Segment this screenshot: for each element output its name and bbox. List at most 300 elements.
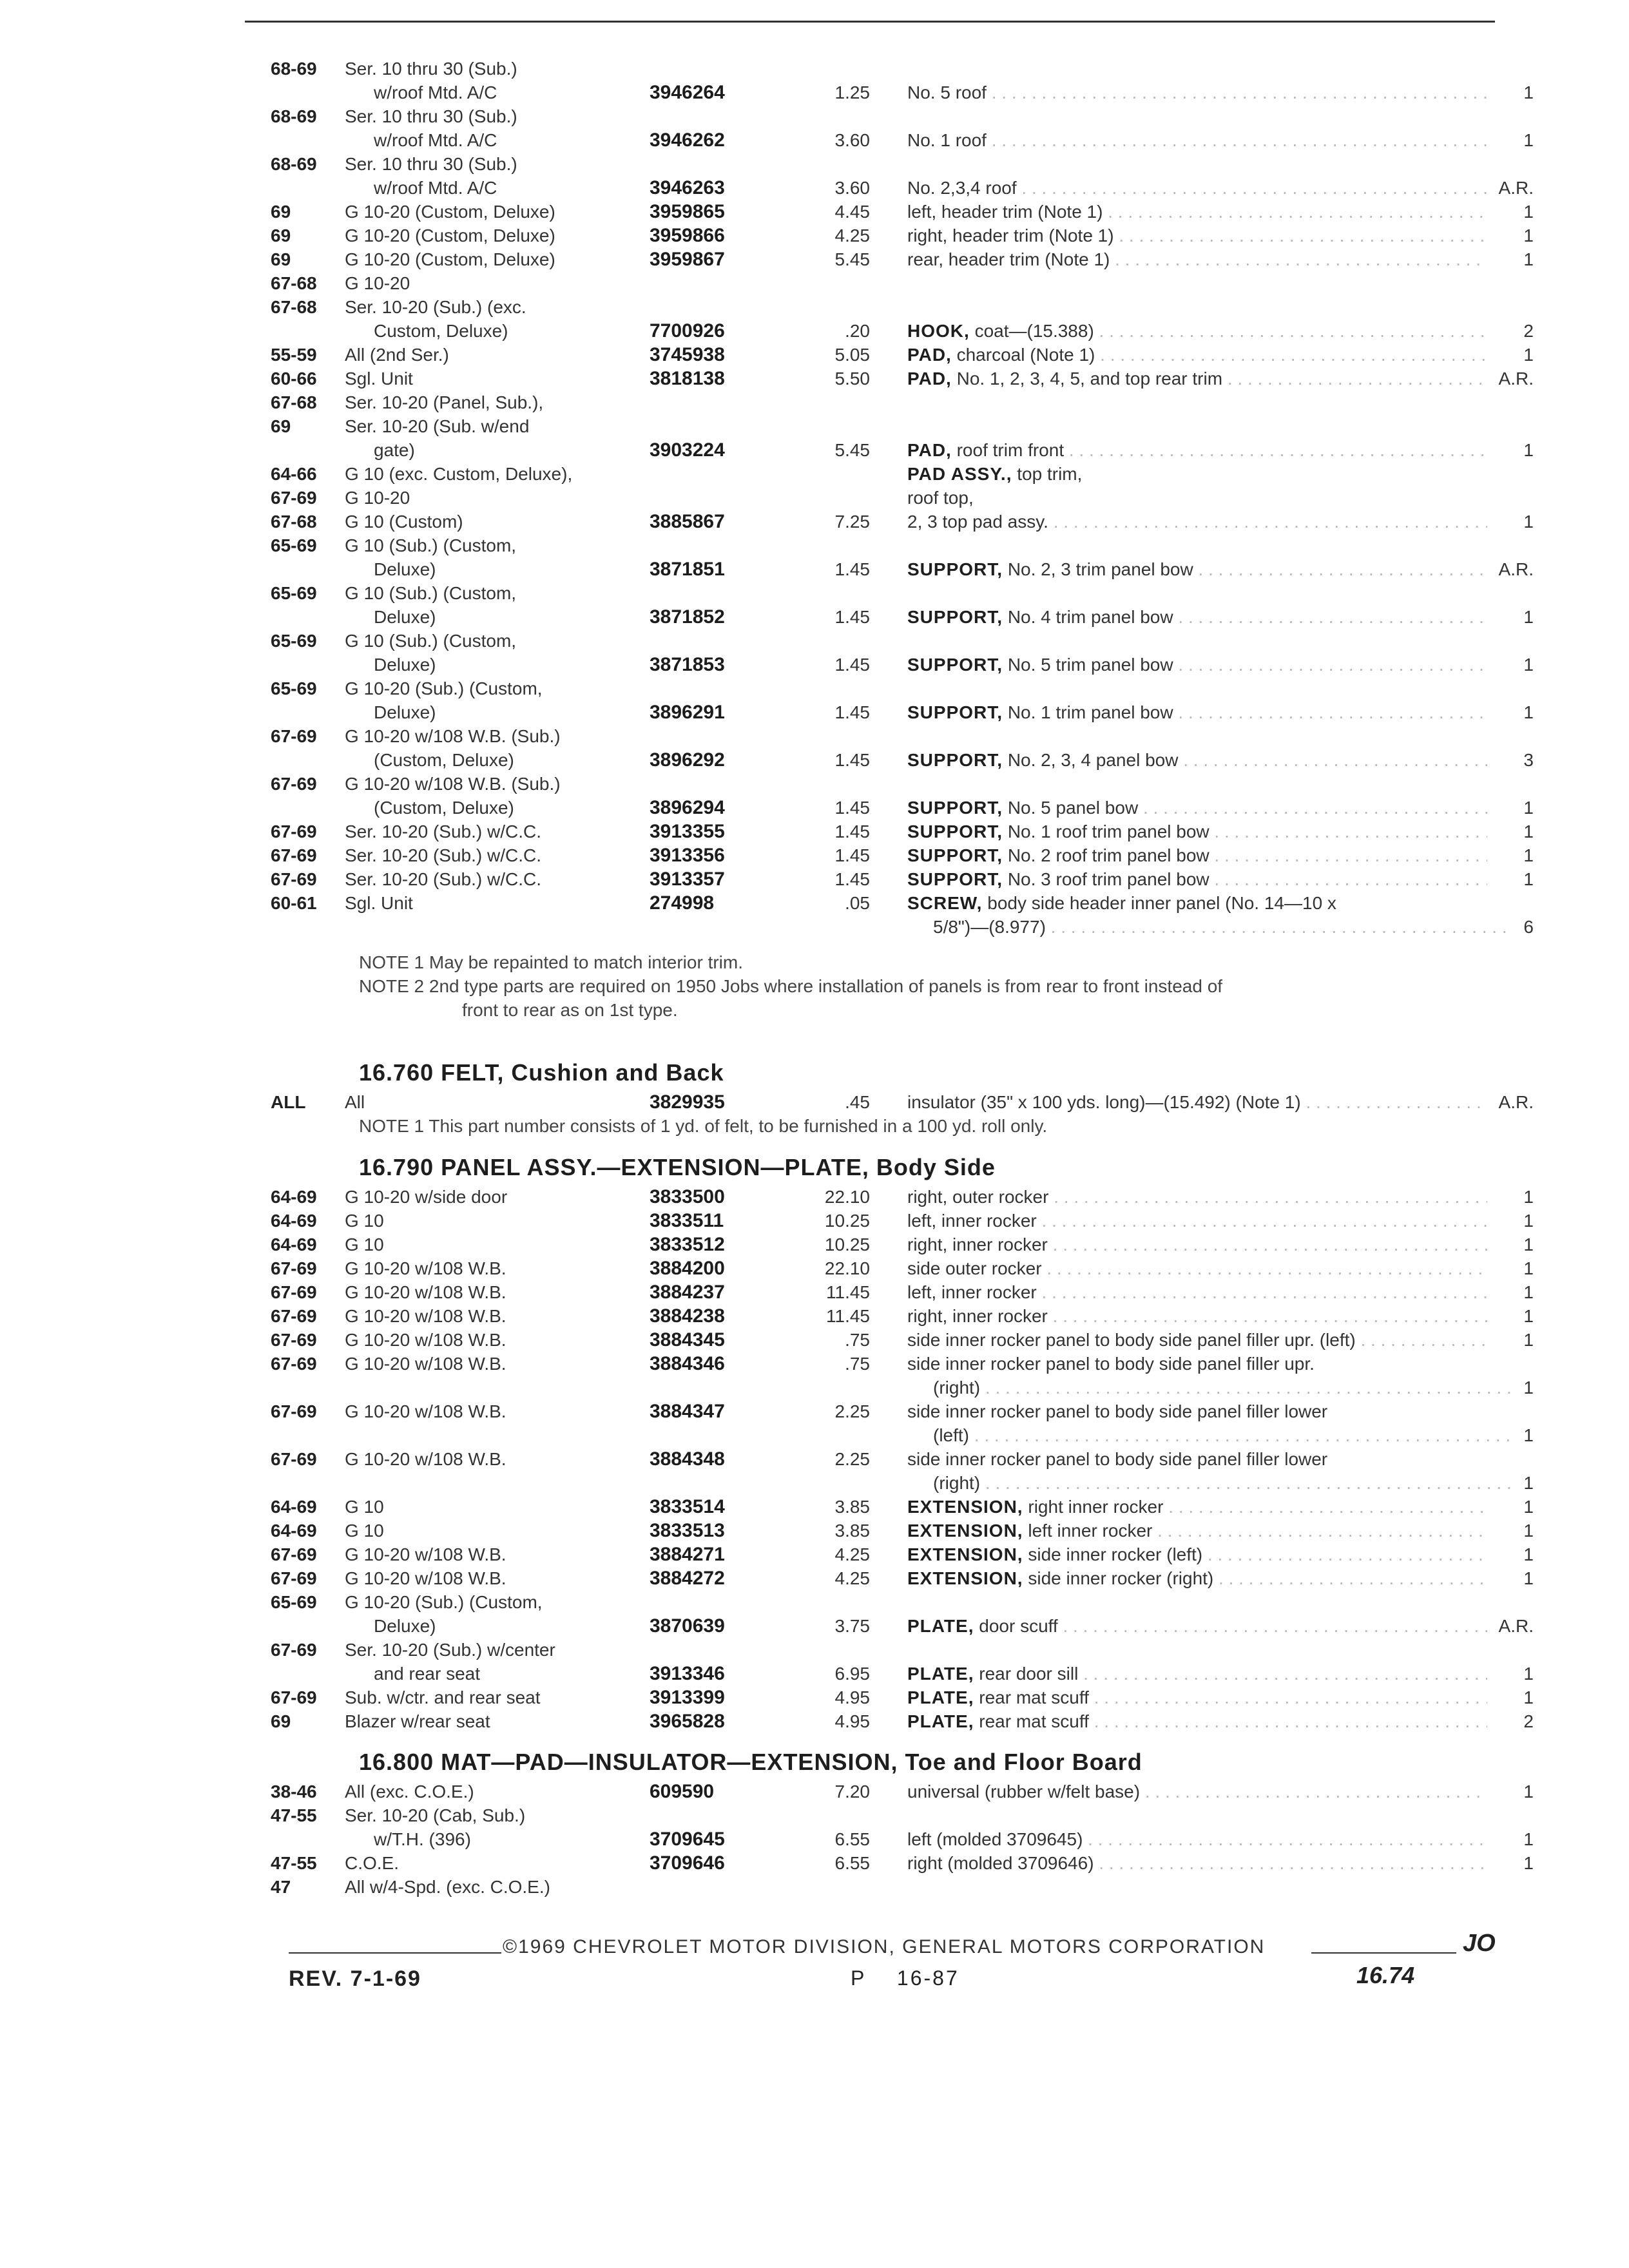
part-description-text: rear mat scuff xyxy=(979,1711,1089,1731)
table-row xyxy=(0,57,1629,81)
table-row xyxy=(0,700,1629,724)
part-name: PLATE, xyxy=(907,1711,974,1731)
quantity: A.R. xyxy=(1498,369,1534,389)
model-year: 67-69 xyxy=(271,1354,317,1374)
model-year: 64-69 xyxy=(271,1497,317,1517)
table-row xyxy=(0,200,1629,224)
part-description xyxy=(907,820,1487,843)
table-row xyxy=(0,796,1629,820)
list-price: .75 xyxy=(845,1330,870,1350)
part-number: 3884346 xyxy=(650,1353,725,1374)
part-description-text: roof trim front xyxy=(956,440,1065,460)
model-year: 67-69 xyxy=(271,1640,317,1660)
model-description: Sub. w/ctr. and rear seat xyxy=(345,1687,541,1707)
model-year: 67-69 xyxy=(271,869,317,889)
table-row xyxy=(0,1686,1629,1709)
list-price: 4.25 xyxy=(834,1568,870,1588)
part-name: EXTENSION, xyxy=(907,1544,1023,1564)
model-description: G 10-20 xyxy=(345,488,410,508)
part-number: 3913399 xyxy=(650,1687,725,1708)
model-description: Ser. 10 thru 30 (Sub.) xyxy=(345,154,517,174)
model-description: G 10 xyxy=(345,1211,384,1231)
top-rule xyxy=(245,21,1495,23)
part-name: SUPPORT, xyxy=(907,559,1003,579)
quantity: A.R. xyxy=(1498,178,1534,198)
part-description xyxy=(907,486,1487,510)
model-description: G 10-20 (Sub.) (Custom, xyxy=(345,1592,543,1612)
model-description: C.O.E. xyxy=(345,1853,400,1873)
part-description xyxy=(907,867,1487,891)
quantity: 1 xyxy=(1523,1211,1534,1231)
part-description-text: No. 2, 3 trim panel bow xyxy=(1007,559,1193,579)
list-price: 1.25 xyxy=(834,82,870,102)
part-description-text: No. 5 panel bow xyxy=(1007,798,1139,818)
table-row xyxy=(0,1209,1629,1233)
model-description-continued: and rear seat xyxy=(374,1664,480,1684)
table-row xyxy=(0,1423,1629,1447)
table-row xyxy=(0,1304,1629,1328)
list-price: 1.45 xyxy=(834,655,870,675)
model-description: Ser. 10 thru 30 (Sub.) xyxy=(345,59,517,79)
quantity: 1 xyxy=(1523,512,1534,532)
list-price: 7.20 xyxy=(834,1782,870,1802)
table-row xyxy=(0,1328,1629,1352)
part-description-text: No. 1 trim panel bow xyxy=(1007,702,1173,722)
part-description-text: side outer rocker xyxy=(907,1258,1042,1278)
quantity: 1 xyxy=(1523,202,1534,222)
list-price: 2.25 xyxy=(834,1401,870,1421)
part-number: 3884348 xyxy=(650,1448,725,1470)
part-description xyxy=(907,128,1487,152)
part-description xyxy=(907,224,1487,247)
part-name: EXTENSION, xyxy=(907,1521,1023,1541)
part-name: SUPPORT, xyxy=(907,798,1003,818)
model-description-continued: w/roof Mtd. A/C xyxy=(374,82,497,102)
model-year: 67-68 xyxy=(271,297,317,317)
part-description xyxy=(907,843,1487,867)
list-price: 4.45 xyxy=(834,202,870,222)
model-description: G 10-20 w/108 W.B. xyxy=(345,1449,506,1469)
list-price: 4.95 xyxy=(834,1711,870,1731)
quantity: 2 xyxy=(1523,321,1534,341)
quantity: 1 xyxy=(1523,1497,1534,1517)
table-row xyxy=(0,1590,1629,1614)
table-row xyxy=(0,581,1629,605)
table-row xyxy=(0,438,1629,462)
part-description xyxy=(907,1423,1513,1447)
table-row xyxy=(0,343,1629,367)
part-number: 3946264 xyxy=(650,82,725,103)
table-row xyxy=(0,605,1629,629)
part-number: 3884272 xyxy=(650,1568,725,1589)
part-number: 3913346 xyxy=(650,1663,725,1684)
part-description xyxy=(907,462,1487,486)
model-description: G 10-20 w/108 W.B. xyxy=(345,1282,506,1302)
part-description xyxy=(907,1447,1487,1471)
part-number: 3884271 xyxy=(650,1544,725,1565)
list-price: 11.45 xyxy=(826,1282,870,1302)
section-pad-support xyxy=(0,57,1629,1022)
part-description xyxy=(907,438,1487,462)
part-description xyxy=(907,1280,1487,1304)
part-number: 3833513 xyxy=(650,1520,725,1541)
part-description xyxy=(907,653,1487,677)
table-row xyxy=(0,1399,1629,1423)
table-row xyxy=(0,1709,1629,1733)
model-description: G 10 (exc. Custom, Deluxe), xyxy=(345,464,573,484)
quantity: 1 xyxy=(1523,869,1534,889)
table-row xyxy=(0,1495,1629,1519)
part-name: SUPPORT, xyxy=(907,869,1003,889)
part-number: 3871853 xyxy=(650,654,725,675)
list-price: 1.45 xyxy=(834,607,870,627)
part-number: 3959866 xyxy=(650,225,725,246)
part-description xyxy=(907,1352,1487,1376)
model-year: 67-69 xyxy=(271,1282,317,1302)
part-number: 3884347 xyxy=(650,1401,725,1422)
part-description xyxy=(907,1471,1513,1495)
parts-table xyxy=(0,1185,1629,1733)
part-description-text: side inner rocker panel to body side panel filler upr. (left) xyxy=(907,1330,1356,1350)
quantity: A.R. xyxy=(1498,559,1534,579)
table-row xyxy=(0,748,1629,772)
quantity: 1 xyxy=(1523,1378,1534,1398)
part-description-text: universal (rubber w/felt base) xyxy=(907,1782,1141,1802)
model-year: 67-69 xyxy=(271,1330,317,1350)
revision-date: REV. 7-1-69 xyxy=(289,1966,421,1991)
model-year: 67-69 xyxy=(271,488,317,508)
part-description xyxy=(907,1662,1487,1686)
part-description-text: No. 1, 2, 3, 4, 5, and top rear trim xyxy=(956,369,1223,389)
part-name: PLATE, xyxy=(907,1616,974,1636)
model-description: Ser. 10 thru 30 (Sub.) xyxy=(345,106,517,126)
part-number: 3833511 xyxy=(650,1210,724,1231)
table-row xyxy=(0,1827,1629,1851)
footnote: NOTE 1 This part number consists of 1 yd. of felt, to be furnished in a 100 yd. roll only. xyxy=(359,1116,1048,1136)
page-number xyxy=(851,1966,959,1990)
part-description xyxy=(907,176,1487,200)
model-year: 64-66 xyxy=(271,464,317,484)
table-row xyxy=(0,1662,1629,1686)
part-description xyxy=(907,557,1487,581)
table-row xyxy=(0,176,1629,200)
model-year: 69 xyxy=(271,249,291,269)
part-number: 3833514 xyxy=(650,1496,725,1517)
footnote: NOTE 2 2nd type parts are required on 1950 Jobs where installation of panels is from rear to front instead of xyxy=(359,976,1223,996)
page-number-value: 16-87 xyxy=(896,1966,959,1990)
section-mat-pad xyxy=(0,1745,1629,1899)
model-description-continued: Deluxe) xyxy=(374,1616,436,1636)
part-description-text: (left) xyxy=(933,1425,969,1445)
model-description: Ser. 10-20 (Sub.) w/center xyxy=(345,1640,555,1660)
part-name: SCREW, xyxy=(907,893,983,913)
table-row xyxy=(0,104,1629,128)
quantity: 1 xyxy=(1523,1235,1534,1254)
footer-copyright: ©1969 CHEVROLET MOTOR DIVISION, GENERAL MOTORS CORPORATION xyxy=(503,1936,1266,1957)
part-number: 3829935 xyxy=(650,1091,725,1113)
corner-mark: JO xyxy=(1463,1930,1496,1957)
model-year: 69 xyxy=(271,416,291,436)
part-description xyxy=(907,1709,1487,1733)
part-description-text: left inner rocker xyxy=(1028,1521,1153,1541)
part-description xyxy=(907,1399,1487,1423)
model-year: 47 xyxy=(271,1877,291,1897)
part-name: PLATE, xyxy=(907,1687,974,1707)
model-year: 69 xyxy=(271,226,291,245)
part-name: EXTENSION, xyxy=(907,1497,1023,1517)
part-description xyxy=(907,1256,1487,1280)
list-price: 3.85 xyxy=(834,1521,870,1541)
model-year: 64-69 xyxy=(271,1521,317,1541)
model-description: All (2nd Ser.) xyxy=(345,345,449,365)
part-description-text: side inner rocker (right) xyxy=(1028,1568,1214,1588)
section-heading: 16.790 PANEL ASSY.—EXTENSION—PLATE, Body Side xyxy=(359,1154,996,1180)
part-description-text: side inner rocker panel to body side panel filler lower xyxy=(907,1401,1328,1421)
model-description: Sgl. Unit xyxy=(345,893,413,913)
list-price: 6.95 xyxy=(834,1664,870,1684)
part-name: PAD, xyxy=(907,369,952,389)
table-row xyxy=(0,915,1629,939)
quantity: 1 xyxy=(1523,822,1534,841)
table-row xyxy=(0,1447,1629,1471)
model-description-continued: Deluxe) xyxy=(374,559,436,579)
table-row xyxy=(0,1376,1629,1399)
quantity: 1 xyxy=(1523,1829,1534,1849)
quantity: A.R. xyxy=(1498,1616,1534,1636)
quantity: 1 xyxy=(1523,1521,1534,1541)
list-price: 3.60 xyxy=(834,178,870,198)
part-description-text: side inner rocker panel to body side panel filler upr. xyxy=(907,1354,1315,1374)
part-description-text: left, inner rocker xyxy=(907,1211,1037,1231)
notes-block xyxy=(0,1114,1629,1138)
part-description-text: left, inner rocker xyxy=(907,1282,1037,1302)
part-description xyxy=(907,1780,1487,1803)
table-row xyxy=(0,510,1629,533)
part-description xyxy=(907,1376,1513,1399)
quantity: 1 xyxy=(1523,1782,1534,1802)
model-description: Ser. 10-20 (Sub. w/end xyxy=(345,416,530,436)
model-description: Ser. 10-20 (Panel, Sub.), xyxy=(345,392,544,412)
model-description: Ser. 10-20 (Sub.) (exc. xyxy=(345,297,526,317)
part-name: PAD ASSY., xyxy=(907,464,1012,484)
table-row xyxy=(0,247,1629,271)
model-description: All (exc. C.O.E.) xyxy=(345,1782,474,1802)
part-name: SUPPORT, xyxy=(907,655,1003,675)
quantity: 1 xyxy=(1523,1853,1534,1873)
quantity: 1 xyxy=(1523,702,1534,722)
table-row xyxy=(0,867,1629,891)
model-description: G 10-20 w/108 W.B. xyxy=(345,1306,506,1326)
model-description-continued: w/roof Mtd. A/C xyxy=(374,130,497,150)
model-description: All xyxy=(345,1092,365,1112)
table-row xyxy=(0,629,1629,653)
model-description-continued: gate) xyxy=(374,440,415,460)
table-row xyxy=(0,677,1629,700)
table-row xyxy=(0,1638,1629,1662)
quantity: 1 xyxy=(1523,440,1534,460)
table-row xyxy=(0,1233,1629,1256)
part-description xyxy=(907,367,1487,390)
model-description-continued: Deluxe) xyxy=(374,655,436,675)
list-price: 3.85 xyxy=(834,1497,870,1517)
section-felt xyxy=(0,1055,1629,1138)
part-name: SUPPORT, xyxy=(907,845,1003,865)
part-number: 3870639 xyxy=(650,1615,725,1637)
list-price: 5.50 xyxy=(834,369,870,389)
part-description xyxy=(907,605,1487,629)
part-description xyxy=(907,1495,1487,1519)
quantity: 1 xyxy=(1523,1306,1534,1326)
list-price: 11.45 xyxy=(826,1306,870,1326)
table-row xyxy=(0,1256,1629,1280)
model-description: G 10 xyxy=(345,1497,384,1517)
quantity: 2 xyxy=(1523,1711,1534,1731)
list-price: 6.55 xyxy=(834,1829,870,1849)
table-row xyxy=(0,724,1629,748)
part-description xyxy=(907,796,1487,820)
table-row xyxy=(0,1542,1629,1566)
part-description xyxy=(907,1090,1487,1114)
model-description: G 10-20 w/108 W.B. xyxy=(345,1568,506,1588)
model-year: 67-69 xyxy=(271,845,317,865)
model-description-continued: w/T.H. (396) xyxy=(374,1829,471,1849)
model-description-continued: (Custom, Deluxe) xyxy=(374,750,514,770)
model-year: 68-69 xyxy=(271,59,317,79)
list-price: 4.25 xyxy=(834,226,870,245)
model-year: 55-59 xyxy=(271,345,317,365)
part-name: PLATE, xyxy=(907,1664,974,1684)
model-description-continued: Custom, Deluxe) xyxy=(374,321,508,341)
table-row xyxy=(0,390,1629,414)
model-description: G 10-20 w/side door xyxy=(345,1187,508,1207)
part-description-text: left (molded 3709645) xyxy=(907,1829,1083,1849)
model-year: 69 xyxy=(271,202,291,222)
quantity: 1 xyxy=(1523,1544,1534,1564)
list-price: 3.60 xyxy=(834,130,870,150)
model-description: G 10-20 xyxy=(345,273,410,293)
part-description xyxy=(907,891,1487,915)
section-heading: 16.760 FELT, Cushion and Back xyxy=(359,1059,724,1086)
part-description xyxy=(907,1827,1487,1851)
model-year: 67-68 xyxy=(271,273,317,293)
model-year: 65-69 xyxy=(271,583,317,603)
list-price: .20 xyxy=(845,321,870,341)
part-name: PAD, xyxy=(907,345,952,365)
model-description: Ser. 10-20 (Cab, Sub.) xyxy=(345,1805,526,1825)
part-description xyxy=(907,200,1487,224)
section-heading: 16.800 MAT—PAD—INSULATOR—EXTENSION, Toe and Floor Board xyxy=(359,1749,1142,1775)
list-price: .45 xyxy=(845,1092,870,1112)
part-description xyxy=(907,1542,1487,1566)
quantity: 1 xyxy=(1523,1687,1534,1707)
part-description-text: top trim, xyxy=(1017,464,1083,484)
model-description: G 10-20 (Custom, Deluxe) xyxy=(345,226,555,245)
part-number: 3833500 xyxy=(650,1186,725,1207)
table-row xyxy=(0,367,1629,390)
model-description-continued: w/roof Mtd. A/C xyxy=(374,178,497,198)
model-description-continued: Deluxe) xyxy=(374,607,436,627)
model-year: 68-69 xyxy=(271,154,317,174)
part-description-text: No. 2,3,4 roof xyxy=(907,178,1017,198)
table-row xyxy=(0,462,1629,486)
part-number: 3871852 xyxy=(650,606,725,628)
notes-block xyxy=(0,950,1629,1022)
quantity: 1 xyxy=(1523,1425,1534,1445)
part-number: 3709646 xyxy=(650,1852,725,1874)
part-description xyxy=(907,915,1513,939)
model-year: 67-69 xyxy=(271,1258,317,1278)
table-row xyxy=(0,557,1629,581)
table-row xyxy=(0,1090,1629,1114)
quantity: 1 xyxy=(1523,607,1534,627)
list-price: 10.25 xyxy=(824,1211,870,1231)
part-number: 609590 xyxy=(650,1781,715,1802)
part-number: 3913357 xyxy=(650,869,725,890)
model-description: G 10-20 (Custom, Deluxe) xyxy=(345,202,555,222)
part-description-text: insulator (35" x 100 yds. long)—(15.492) (Note 1) xyxy=(907,1092,1301,1112)
part-number: 3884200 xyxy=(650,1258,725,1279)
quantity: 6 xyxy=(1523,917,1534,937)
table-row xyxy=(0,1280,1629,1304)
model-description: All w/4-Spd. (exc. C.O.E.) xyxy=(345,1877,550,1897)
part-description-text: charcoal (Note 1) xyxy=(956,345,1095,365)
part-description-text: No. 5 trim panel bow xyxy=(1007,655,1173,675)
part-description xyxy=(907,1851,1487,1875)
model-year: 60-61 xyxy=(271,893,317,913)
part-description xyxy=(907,1233,1487,1256)
part-description xyxy=(907,748,1487,772)
part-description xyxy=(907,319,1487,343)
part-description-text: No. 3 roof trim panel bow xyxy=(1007,869,1210,889)
list-price: 5.05 xyxy=(834,345,870,365)
part-number: 3818138 xyxy=(650,368,725,389)
table-row xyxy=(0,486,1629,510)
table-row xyxy=(0,1185,1629,1209)
model-description: G 10-20 (Custom, Deluxe) xyxy=(345,249,555,269)
part-description-text: body side header inner panel (No. 14—10 x xyxy=(987,893,1336,913)
model-year: 67-69 xyxy=(271,774,317,794)
part-description-text: side inner rocker (left) xyxy=(1028,1544,1203,1564)
model-year: 67-68 xyxy=(271,512,317,532)
part-name: SUPPORT, xyxy=(907,750,1003,770)
part-description-text: rear, header trim (Note 1) xyxy=(907,249,1110,269)
part-description-text: (right) xyxy=(933,1473,981,1493)
part-description-text: (right) xyxy=(933,1378,981,1398)
model-year: 67-69 xyxy=(271,1449,317,1469)
part-number: 3959865 xyxy=(650,201,725,222)
list-price: 6.55 xyxy=(834,1853,870,1873)
model-description: G 10 xyxy=(345,1521,384,1541)
list-price: 4.95 xyxy=(834,1687,870,1707)
page-prefix: P xyxy=(851,1966,867,1990)
part-description-text: No. 1 roof xyxy=(907,130,987,150)
parts-table xyxy=(0,57,1629,939)
part-description-text: door scuff xyxy=(979,1616,1058,1636)
table-row xyxy=(0,152,1629,176)
part-number: 3896292 xyxy=(650,749,725,771)
parts-table xyxy=(0,1090,1629,1114)
quantity: 1 xyxy=(1523,1473,1534,1493)
part-description xyxy=(907,1304,1487,1328)
part-description xyxy=(907,1209,1487,1233)
part-description-text: No. 4 trim panel bow xyxy=(1007,607,1173,627)
table-row xyxy=(0,1851,1629,1875)
table-row xyxy=(0,224,1629,247)
part-description-text: No. 2 roof trim panel bow xyxy=(1007,845,1210,865)
list-price: 1.45 xyxy=(834,750,870,770)
part-description xyxy=(907,1686,1487,1709)
model-year: 68-69 xyxy=(271,106,317,126)
